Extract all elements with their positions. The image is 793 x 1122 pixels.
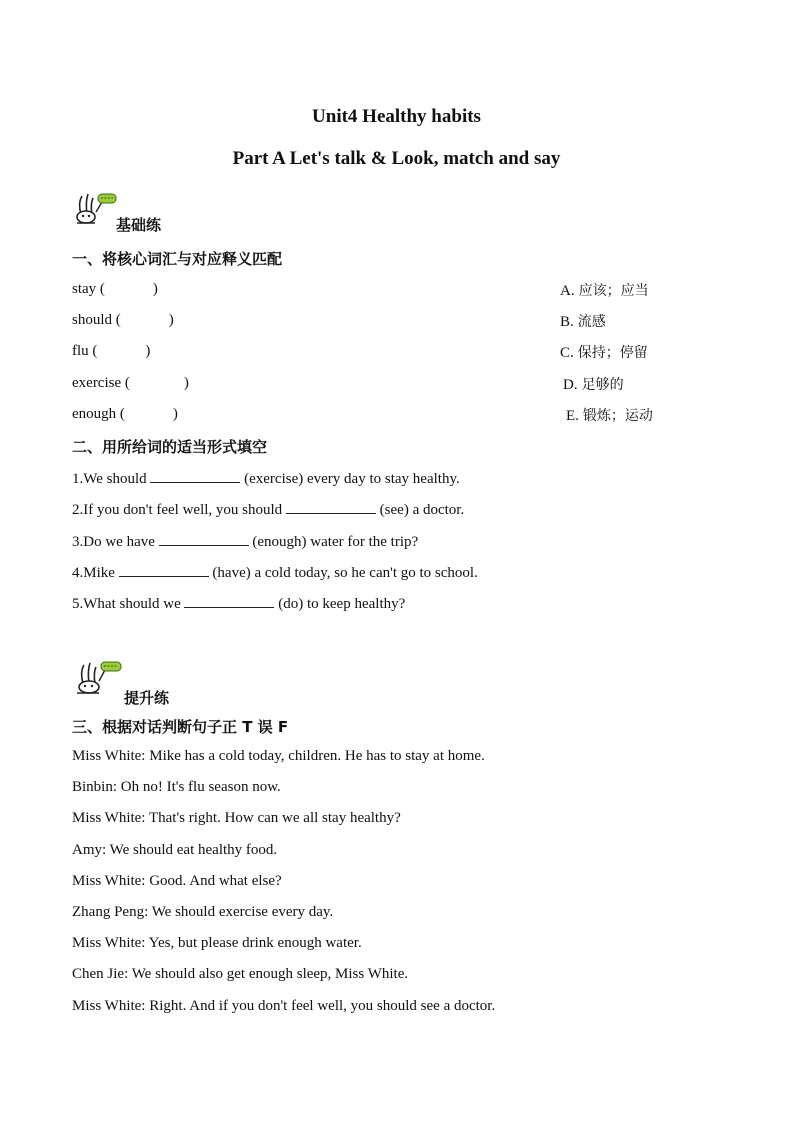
part2-heading: 二、用所给词的适当形式填空 — [72, 438, 268, 456]
answer-blank[interactable] — [184, 593, 274, 608]
dialogue-line: Miss White: That's right. How can we all stay healthy? — [72, 810, 401, 826]
fill-blank-item: 4.Mike (have) a cold today, so he can't go to school. — [72, 562, 478, 582]
answer-blank[interactable] — [119, 562, 209, 577]
match-option: E. 锻炼；运动 — [566, 408, 653, 424]
bunny-sign-icon — [72, 660, 124, 696]
match-word: flu ( ) — [72, 343, 151, 359]
answer-blank[interactable] — [286, 499, 376, 514]
part1-heading: 一、将核心词汇与对应释义匹配 — [72, 250, 283, 268]
dialogue-line: Miss White: Yes, but please drink enough water. — [72, 935, 362, 951]
page-subtitle: Part A Let's talk & Look, match and say — [232, 148, 561, 169]
fill-blank-item: 2.If you don't feel well, you should (see) a doctor. — [72, 499, 464, 519]
section-badge-advanced — [72, 660, 272, 707]
section-badge-label: 基础练 — [116, 216, 162, 234]
dialogue-line: Amy: We should eat healthy food. — [72, 842, 278, 858]
dialogue-line: Miss White: Good. And what else? — [72, 873, 282, 889]
part3-heading: 三、根据对话判断句子正 T 误 F — [72, 718, 289, 736]
fill-blank-item: 1.We should (exercise) every day to stay healthy. — [72, 468, 460, 488]
match-option: A. 应该；应当 — [560, 283, 649, 299]
dialogue-line: Miss White: Right. And if you don't feel well, you should see a doctor. — [72, 998, 496, 1014]
dialogue-line: Miss White: Mike has a cold today, children. He has to stay at home. — [72, 748, 485, 764]
dialogue-line: Zhang Peng: We should exercise every day. — [72, 904, 334, 920]
answer-blank[interactable] — [150, 468, 240, 483]
match-word: enough ( ) — [72, 406, 178, 422]
dialogue-line: Chen Jie: We should also get enough sleep, Miss White. — [72, 966, 409, 982]
fill-blank-item: 3.Do we have (enough) water for the trip? — [72, 531, 418, 551]
answer-blank[interactable] — [159, 531, 249, 546]
match-option: B. 流感 — [560, 314, 606, 330]
match-option: C. 保持；停留 — [560, 345, 648, 361]
fill-blank-item: 5.What should we (do) to keep healthy? — [72, 593, 405, 613]
match-word: exercise ( ) — [72, 375, 189, 391]
match-option: D. 足够的 — [563, 377, 624, 393]
page-title: Unit4 Healthy habits — [312, 106, 481, 127]
section-badge-basic — [72, 192, 272, 232]
match-word: stay ( ) — [72, 281, 158, 297]
section-badge-label: 提升练 — [124, 689, 170, 707]
dialogue-line: Binbin: Oh no! It's flu season now. — [72, 779, 281, 795]
match-word: should ( ) — [72, 312, 174, 328]
bunny-sign-icon — [72, 192, 118, 226]
